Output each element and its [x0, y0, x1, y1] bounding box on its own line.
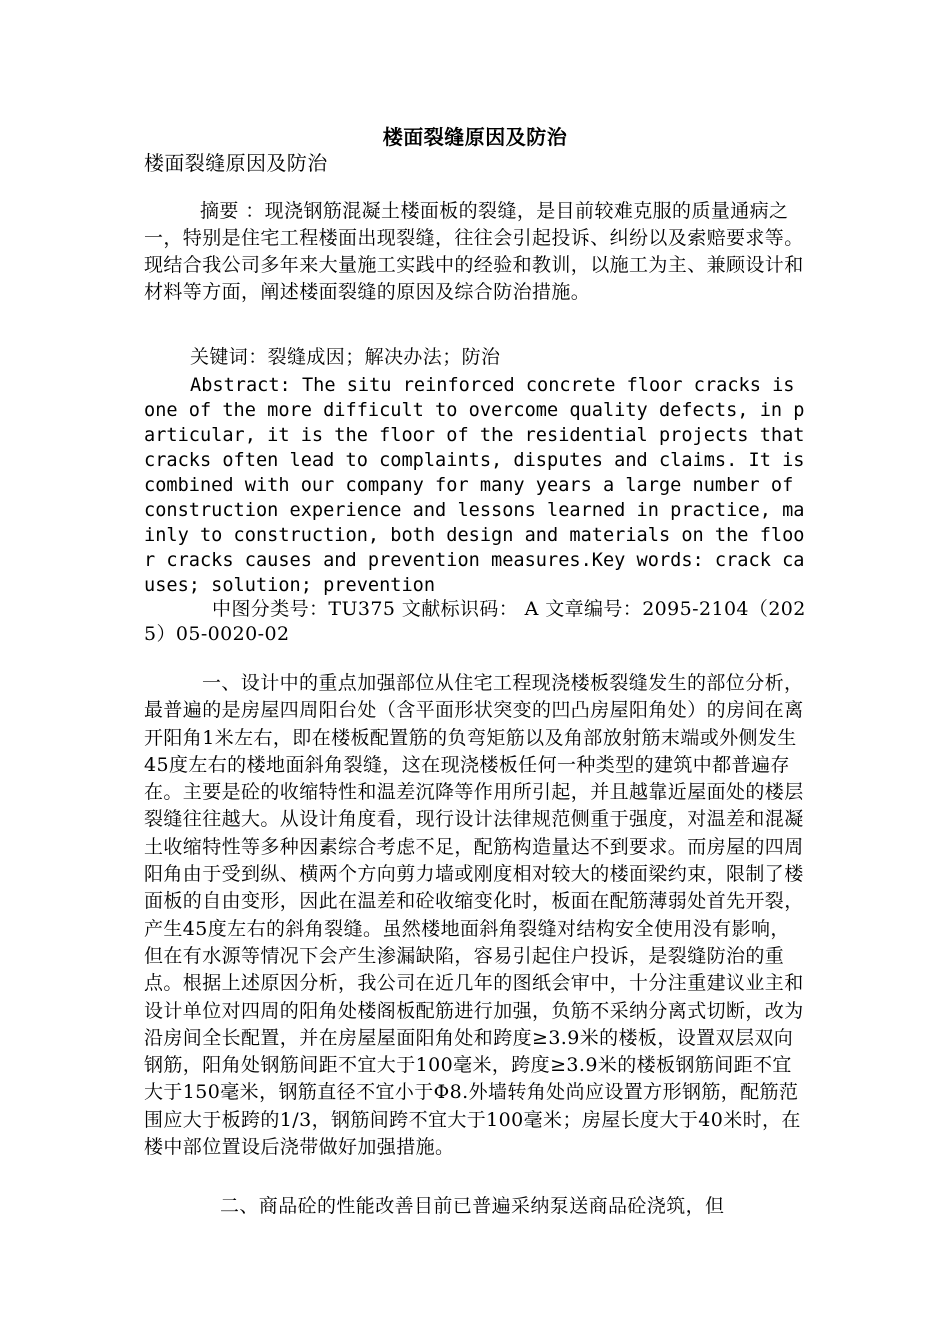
document-title: 楼面裂缝原因及防治	[382, 125, 568, 149]
body-paragraph-1: 一、设计中的重点加强部位从住宅工程现浇楼板裂缝发生的部位分析，最普遍的是房屋四周阳台处（含平面形状突变的凹凸房屋阳角处）的房间在离开阳角1米左右，即在楼板配置筋的负弯矩筋以及角部放射筋末端或外侧发生45度左右的楼地面斜角裂缝，这在现浇楼板任何一种类型的建筑中都普遍存在。主要是砼的收缩特性和温差沉降等作用所引起，并且越靠近屋面处的楼层裂缝往往越大。从设计角度看，现行设计法律规范侧重于强度，对温差和混凝土收缩特性等多种因素综合考虑不足，配筋构造量达不到要求。而房屋的四周阳角由于受到纵、横两个方向剪力墙或刚度相对较大的楼面梁约束，限制了楼面板的自由变形，因此在温差和砼收缩变化时，板面在配筋薄弱处首先开裂，产生45度左右的斜角裂缝。虽然楼地面斜角裂缝对结构安全使用没有影响，但在有水源等情况下会产生渗漏缺陷，容易引起住户投诉，是裂缝防治的重点。根据上述原因分析，我公司在近几年的图纸会审中，十分注重建议业主和设计单位对四周的阳角处楼阁板配筋进行加强，负筋不采纳分离式切断，改为沿房间全长配置，并在房屋屋面阳角处和跨度≥3.9米的楼板，设置双层双向钢筋，阳角处钢筋间距不宜大于100毫米，跨度≥3.9米的楼板钢筋间距不宜大于150毫米，钢筋直径不宜小于Φ8.外墙转角处尚应设置方形钢筋，配筋范围应大于板跨的1/3，钢筋间跨不宜大于100毫米；房屋长度大于40米时，在楼中部位置设后浇带做好加强措施。	[144, 672, 804, 1159]
keywords-chinese: 关键词：裂缝成因；解决办法；防治	[190, 346, 501, 368]
classification-line: 中图分类号：TU375 文献标识码： A 文章编号：2095-2104（2025）05-0020-02	[144, 598, 806, 645]
document-subtitle: 楼面裂缝原因及防治	[144, 151, 328, 175]
body-paragraph-2: 二、商品砼的性能改善目前已普遍采纳泵送商品砼浇筑，但	[220, 1195, 725, 1217]
abstract-chinese: 摘要 ：现浇钢筋混凝土楼面板的裂缝，是目前较难克服的质量通病之一，特别是住宅工程楼面出现裂缝，往往会引起投诉、纠纷以及索赔要求等。现结合我公司多年来大量施工实践中的经验和教训，以施工为主、兼顾设计和材料等方面，阐述楼面裂缝的原因及综合防治措施。	[144, 200, 804, 303]
abstract-english: Abstract: The situ reinforced concrete floor cracks is one of the more difficult to overcome quality defects, in particular, it is the floor of the residential projects that cracks often lead to complaints, disputes and claims. It is combined with our company for many years a large number of construction experience and lessons learned in practice, mainly to construction, both design and materials on the floor cracks causes and prevention measures.Key words: crack causes; solution; prevention	[144, 375, 816, 596]
